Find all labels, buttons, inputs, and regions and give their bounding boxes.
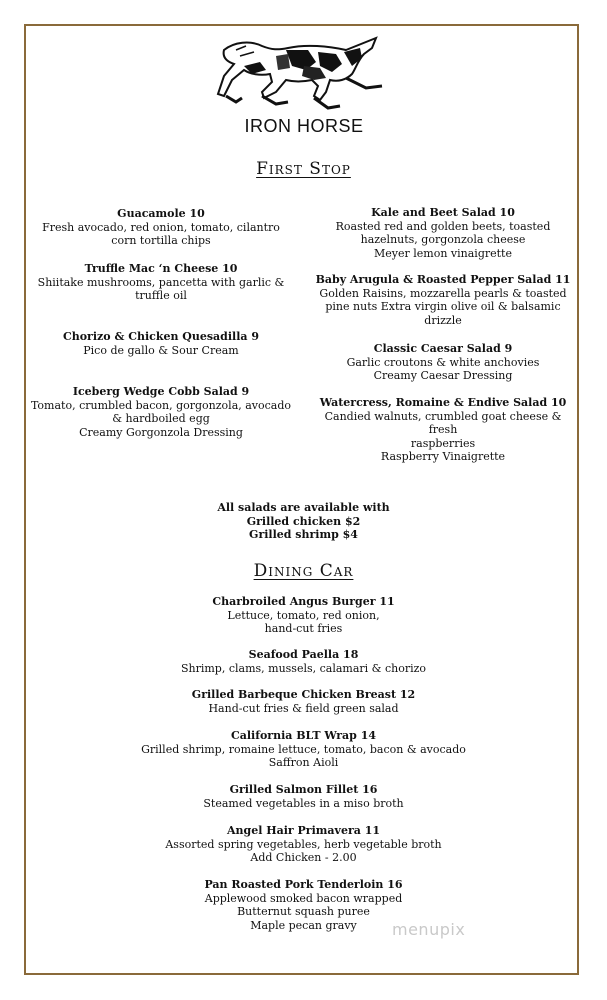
menu-item-desc: Golden Raisins, mozzarella pearls & toasted (319, 286, 567, 300)
menu-item-desc: hazelnuts, gorgonzola cheese (360, 233, 526, 246)
dining-car-column (60, 595, 547, 945)
menu-item-desc: Applewood smoked bacon wrapped (204, 891, 403, 905)
salad-addon-note (0, 501, 607, 542)
menu-item-name: Seafood Paella 18 (248, 648, 359, 661)
menu-item-name: Charbroiled Angus Burger 11 (212, 595, 395, 608)
menu-item-name: Grilled Salmon Fillet 16 (229, 783, 378, 796)
first-stop-left-column (30, 207, 292, 457)
menu-item-desc: & hardboiled egg (112, 412, 210, 425)
menu-item-desc: Creamy Caesar Dressing (373, 369, 513, 382)
menu-item (30, 207, 292, 248)
menu-item-desc: Grilled shrimp, romaine lettuce, tomato, bacon & avocado (141, 742, 466, 756)
menu-item-desc: Hand-cut fries & field green salad (208, 701, 399, 715)
menu-item-desc: truffle oil (135, 289, 187, 302)
note-line: Grilled chicken $2 (246, 514, 361, 528)
note-line: Grilled shrimp $4 (249, 528, 358, 541)
menu-item-desc: Tomato, crumbled bacon, gorgonzola, avocado (30, 398, 292, 412)
menu-item-desc: hand-cut fries (264, 622, 343, 635)
menu-item (312, 342, 574, 383)
logo (216, 36, 392, 142)
menu-item-desc: Steamed vegetables in a miso broth (203, 796, 404, 810)
menu-item (60, 595, 547, 636)
menu-item-name: Kale and Beet Salad 10 (371, 206, 515, 219)
horse-logo-icon (216, 36, 392, 114)
menu-item-desc: Shiitake mushrooms, pancetta with garlic & (37, 275, 285, 289)
brand-name: IRON HORSE (244, 116, 364, 136)
first-stop-right-column (312, 206, 574, 463)
menu-item (60, 648, 547, 675)
menu-item-name: California BLT Wrap 14 (231, 729, 376, 742)
menu-item (30, 385, 292, 439)
menu-item-desc: drizzle (424, 313, 462, 327)
menu-item (60, 688, 547, 715)
menu-item-desc: Pico de gallo & Sour Cream (83, 343, 239, 357)
menu-item (312, 206, 574, 260)
menu-item (30, 262, 292, 303)
menu-item-desc: Saffron Aioli (268, 756, 339, 769)
menu-item (30, 330, 292, 357)
menu-item-name: Baby Arugula & Roasted Pepper Salad 11 (315, 273, 571, 286)
menu-item-desc: Meyer lemon vinaigrette (374, 246, 512, 260)
menu-item-name: Truffle Mac ‘n Cheese 10 (84, 262, 238, 275)
menu-item-desc: corn tortilla chips (111, 234, 211, 247)
note-line: All salads are available with (217, 501, 390, 514)
menu-item-desc: Assorted spring vegetables, herb vegetable broth (165, 837, 442, 851)
menu-item-desc: Lettuce, tomato, red onion, (227, 608, 380, 622)
menu-item-name: Iceberg Wedge Cobb Salad 9 (72, 385, 250, 398)
menu-item (60, 783, 547, 810)
menu-item (312, 396, 574, 464)
menu-item-name: Pan Roasted Pork Tenderloin 16 (204, 878, 403, 891)
watermark: menupix (392, 920, 466, 939)
menu-item-name: Angel Hair Primavera 11 (226, 824, 381, 837)
menu-item-desc: Add Chicken - 2.00 (250, 851, 357, 864)
menu-item-desc: Fresh avocado, red onion, tomato, cilantro (42, 220, 280, 234)
section-title-first-stop: First Stop (256, 159, 351, 179)
menu-item-desc: Candied walnuts, crumbled goat cheese & fresh (324, 409, 562, 436)
menu-item-desc: Roasted red and golden beets, toasted (335, 219, 551, 233)
menu-item-desc: Butternut squash puree (237, 905, 370, 918)
menu-item-desc: Raspberry Vinaigrette (380, 450, 506, 463)
menu-item-desc: Shrimp, clams, mussels, calamari & chorizo (180, 661, 427, 675)
menu-item-desc: pine nuts Extra virgin olive oil & balsamic (325, 300, 561, 313)
menu-item (60, 729, 547, 770)
menu-item (60, 824, 547, 865)
section-title-dining-car: Dining Car (253, 561, 354, 581)
menu-item (60, 878, 547, 932)
menu-item-desc: raspberries (410, 436, 476, 450)
menu-item-name: Watercress, Romaine & Endive Salad 10 (319, 396, 567, 409)
menu-item-name: Classic Caesar Salad 9 (373, 342, 513, 355)
menu-item-name: Grilled Barbeque Chicken Breast 12 (191, 688, 416, 701)
menu-item-desc: Maple pecan gravy (250, 918, 357, 932)
menu-item-desc: Creamy Gorgonzola Dressing (79, 425, 243, 439)
menu-item-desc: Garlic croutons & white anchovies (346, 355, 540, 369)
menu-item-name: Chorizo & Chicken Quesadilla 9 (62, 330, 260, 343)
menu-item (312, 273, 574, 327)
menu-item-name: Guacamole 10 (117, 207, 205, 220)
